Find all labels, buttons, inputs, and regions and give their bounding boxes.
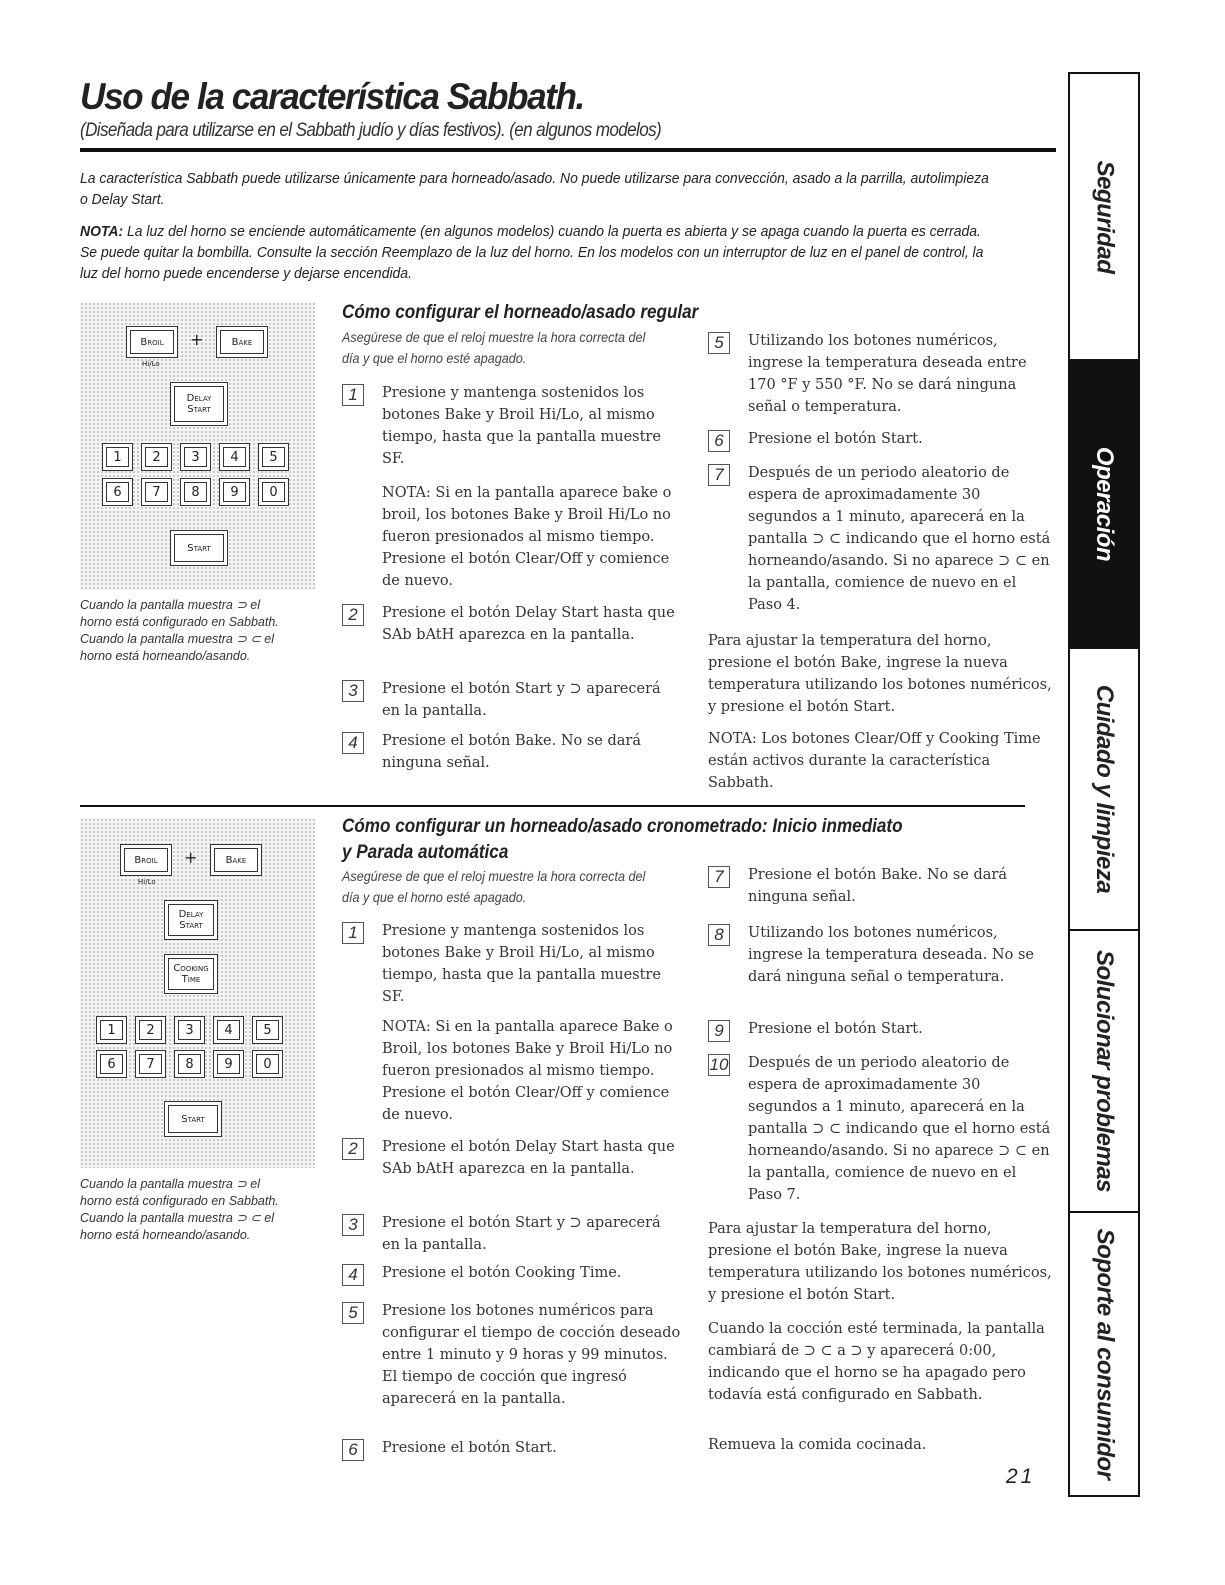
s2-step-9: 9 Presione el botón Start. (708, 1018, 1053, 1040)
number-key-2: 2 (135, 1016, 166, 1044)
s2-step-5: 5 Presione los botones numéricos para configurar el tiempo de cocción deseado entre 1 minuto y 9 horas y 99 minutos. El tiempo de cocción que ingresó aparecerá en la pantalla. (342, 1300, 682, 1410)
delay-start-key-2: Delay Start (164, 900, 218, 940)
s1-para-adjust: Para ajustar la temperatura del horno, presione el botón Bake, ingrese la nueva temperatura utilizando los botones numéricos, y presione el botón Start. (708, 633, 1052, 715)
s2-note: NOTA: Si en la pantalla aparece Bake o Broil, los botones Bake y Broil Hi/Lo no fueron presionados al mismo tiempo. Presione el botón Clear/Off y comience de nuevo. (382, 1019, 673, 1123)
number-key-3: 3 (180, 443, 211, 471)
s1-step-7: 7 Después de un periodo aleatorio de espera de aproximadamente 30 segundos a 1 minuto, aparecerá en la pantalla ⊃ ⊂ indicando que el horno está horneando/asando. Si no aparece ⊃ ⊂ en la pantalla, comience de nuevo en el Paso 4. (708, 462, 1053, 616)
intro-note-text: La luz del horno se enciende automáticamente (en algunos modelos) cuando la puerta es abierta y se apaga cuando la puerta es cerrada. Se puede quitar la bombilla. Consulte la sección Reemplazo de la luz del horno. En los modelos con un interruptor de luz en el panel de control, la luz del horno puede encenderse y dejarse encendida. (80, 223, 984, 282)
intro-note (80, 221, 991, 284)
s2-para-adjust: Para ajustar la temperatura del horno, presione el botón Bake, ingrese la nueva temperatura utilizando los botones numéricos, y presione el botón Start. (708, 1221, 1052, 1303)
hilo-label: Hi/Lo (142, 360, 160, 368)
s2-step-8: 8 Utilizando los botones numéricos, ingrese la temperatura deseada. No se dará ninguna señal o temperatura. (708, 922, 1053, 988)
section2-heading-cont: y Parada automática (342, 842, 509, 863)
delay-start-key: Delay Start (170, 382, 228, 426)
page-number: 21 (1006, 1465, 1036, 1488)
broil-key-2: Broil (120, 844, 172, 876)
s1-para-note: NOTA: Los botones Clear/Off y Cooking Time están activos durante la característica Sabbath. (708, 731, 1041, 791)
page-title: Uso de la característica Sabbath. (80, 76, 584, 117)
number-key-8: 8 (174, 1050, 205, 1078)
number-key-6: 6 (102, 478, 133, 506)
number-key-9: 9 (219, 478, 250, 506)
section2-heading: Cómo configurar un horneado/asado cronometrado: Inicio inmediato (342, 816, 903, 837)
number-key-7: 7 (141, 478, 172, 506)
keypad-caption-2: Cuando la pantalla muestra ⊃ el horno está configurado en Sabbath. Cuando la pantalla muestra ⊃ ⊂ el horno está horneando/asando. (80, 1177, 279, 1242)
s2-step-6: 6 Presione el botón Start. (342, 1437, 682, 1459)
hilo-label-2: Hi/Lo (138, 878, 156, 886)
s2-step-7: 7 Presione el botón Bake. No se dará ninguna señal. (708, 864, 1053, 908)
s2-step-4: 4 Presione el botón Cooking Time. (342, 1262, 682, 1284)
number-key-8: 8 (180, 478, 211, 506)
s2-step-2: 2 Presione el botón Delay Start hasta que SAb bAtH aparezca en la pantalla. (342, 1136, 682, 1180)
s2-para-remove: Remueva la comida cocinada. (708, 1437, 927, 1453)
s1-step-3: 3 Presione el botón Start y ⊃ aparecerá en la pantalla. (342, 678, 682, 722)
bake-key: Bake (216, 326, 268, 358)
s1-note: NOTA: Si en la pantalla aparece bake o broil, los botones Bake y Broil Hi/Lo no fueron presionados al mismo tiempo. Presione el botón Clear/Off y comience de nuevo. (382, 485, 672, 589)
intro-text: La característica Sabbath puede utilizarse únicamente para horneado/asado. No puede utilizarse para convección, asado a la parrilla, autolimpieza o Delay Start. (80, 170, 989, 208)
s1-step-6: 6 Presione el botón Start. (708, 428, 1053, 450)
page-subtitle: (Diseñada para utilizarse en el Sabbath judío y días festivos). (en algunos modelos) (80, 120, 662, 141)
section1-heading: Cómo configurar el horneado/asado regular (342, 302, 699, 323)
s1-step-4: 4 Presione el botón Bake. No se dará ninguna señal. (342, 730, 682, 774)
keypad-illustration-1 (80, 302, 315, 590)
section-sidebar (1068, 72, 1140, 1497)
number-key-1: 1 (96, 1016, 127, 1044)
keypad-illustration-2 (80, 818, 315, 1168)
section2-subheading: Asegúrese de que el reloj muestre la hora correcta del día y que el horno esté apagado. (342, 868, 646, 905)
tab-soporte-al-consumidor[interactable]: Soporte al consumidor (1091, 1228, 1118, 1480)
number-key-3: 3 (174, 1016, 205, 1044)
number-key-9: 9 (213, 1050, 244, 1078)
number-key-7: 7 (135, 1050, 166, 1078)
section1-subheading: Asegúrese de que el reloj muestre la hora correcta del día y que el horno esté apagado. (342, 329, 646, 366)
plus-sign-2: + (184, 848, 198, 867)
number-key-5: 5 (258, 443, 289, 471)
s2-step-1: 1 Presione y mantenga sostenidos los botones Bake y Broil Hi/Lo, al mismo tiempo, hasta que la pantalla muestre SF. (342, 920, 682, 1008)
tab-cuidado-y-limpieza[interactable]: Cuidado y limpieza (1091, 684, 1118, 894)
number-key-6: 6 (96, 1050, 127, 1078)
s1-step-5: 5 Utilizando los botones numéricos, ingrese la temperatura deseada entre 170 °F y 550 °F. No se dará ninguna señal o temperatura. (708, 330, 1053, 418)
number-key-4: 4 (219, 443, 250, 471)
number-key-0: 0 (258, 478, 289, 506)
broil-key: Broil (126, 326, 178, 358)
start-key: Start (170, 530, 228, 566)
s2-para-done: Cuando la cocción esté terminada, la pantalla cambiará de ⊃ ⊂ a ⊃ y aparecerá 0:00, indicando que el horno se ha apagado pero todavía está configurado en Sabbath. (708, 1321, 1045, 1403)
cooking-time-key: Cooking Time (164, 954, 218, 994)
number-key-1: 1 (102, 443, 133, 471)
s1-step-1: 1 Presione y mantenga sostenidos los botones Bake y Broil Hi/Lo, al mismo tiempo, hasta que la pantalla muestre SF. (342, 382, 682, 470)
number-key-4: 4 (213, 1016, 244, 1044)
tab-operacion[interactable]: Operación (1070, 359, 1138, 649)
tab-solucionar-problemas[interactable]: Solucionar problemas (1091, 949, 1118, 1193)
intro-note-label: NOTA: (80, 223, 124, 240)
header-rule (80, 148, 1056, 152)
s1-step-2: 2 Presione el botón Delay Start hasta que SAb bAtH aparezca en la pantalla. (342, 602, 682, 646)
s2-step-10: 10 Después de un periodo aleatorio de espera de aproximadamente 30 segundos a 1 minuto, aparecerá en la pantalla ⊃ ⊂ indicando que el horno está horneando/asando. Si no aparece ⊃ ⊂ en la pantalla, comience de nuevo en el Paso 7. (709, 1055, 1051, 1203)
keypad-caption-1: Cuando la pantalla muestra ⊃ el horno está configurado en Sabbath. Cuando la pantalla muestra ⊃ ⊂ el horno está horneando/asando. (80, 598, 279, 663)
plus-sign: + (190, 330, 204, 349)
number-key-5: 5 (252, 1016, 283, 1044)
s2-step-3: 3 Presione el botón Start y ⊃ aparecerá en la pantalla. (342, 1212, 682, 1256)
tab-seguridad[interactable]: Seguridad (1091, 160, 1119, 273)
number-key-2: 2 (141, 443, 172, 471)
number-key-0: 0 (252, 1050, 283, 1078)
start-key-2: Start (164, 1101, 222, 1137)
bake-key-2: Bake (210, 844, 262, 876)
section-divider (80, 805, 1025, 807)
